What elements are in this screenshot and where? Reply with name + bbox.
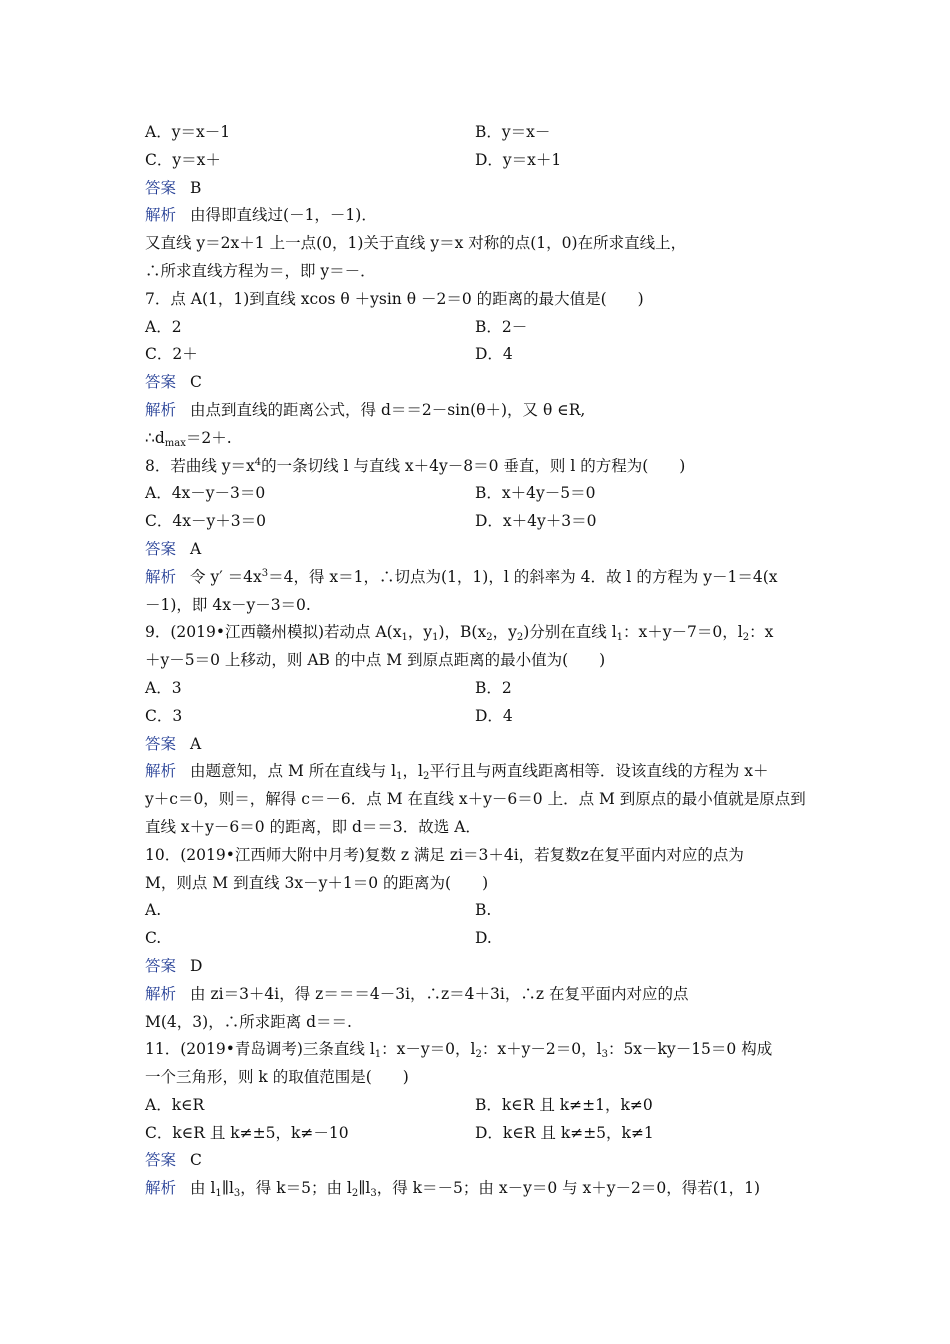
answer-tag: 答案 — [145, 373, 177, 392]
stem-text: )，B(x — [438, 623, 487, 642]
subscript: 2 — [742, 632, 750, 644]
analysis-line: ∴所求直线方程为＝，即 y＝－． — [145, 261, 376, 280]
stem-text: ，y — [492, 623, 517, 642]
subscript: 3 — [370, 1188, 377, 1200]
analysis-tag: 解析 — [145, 567, 177, 586]
option-row — [145, 147, 810, 175]
option-a: A．4x－y－3＝0 — [145, 484, 266, 503]
option-d: D. — [475, 929, 492, 948]
answer-value: D — [190, 956, 203, 975]
answer-line — [145, 369, 810, 397]
option-c: C. — [145, 929, 162, 948]
option-row — [145, 314, 810, 342]
analysis-line — [145, 564, 810, 592]
analysis-text: ，l — [402, 762, 423, 781]
subscript: 1 — [215, 1188, 222, 1200]
option-b: B. — [475, 901, 492, 920]
stem-text: ：x＋y－7＝0，l — [623, 623, 743, 642]
stem-text: ：x－y＝0，l — [381, 1040, 476, 1059]
subscript: 1 — [432, 632, 439, 644]
option-a: A．k∈R — [145, 1095, 205, 1114]
option-a: A．2 — [145, 317, 182, 336]
stem-text: ，y — [407, 623, 433, 642]
analysis-text: ，得 k＝－5；由 x－y＝0 与 x＋y－2＝0，得若(1，1) — [376, 1179, 761, 1198]
analysis-line: M(4，3)，∴所求距离 d＝＝. — [145, 1012, 352, 1031]
analysis-line — [145, 758, 810, 786]
subscript: 1 — [616, 632, 624, 644]
analysis-tag: 解析 — [145, 762, 177, 781]
answer-value: A — [190, 539, 202, 558]
analysis-line — [145, 202, 810, 230]
option-d: D．4 — [475, 706, 513, 725]
answer-line — [145, 1147, 810, 1175]
analysis-text: 由 zi＝3＋4i，得 z＝＝＝4－3i，∴z＝4＋3i，∴z 在复平面内对应的点 — [190, 984, 689, 1003]
analysis-text: 由得即直线过(－1，－1)． — [190, 206, 377, 225]
analysis-text: 由题意知，点 M 所在直线与 l — [190, 762, 397, 781]
analysis-line: 直线 x＋y－6＝0 的距离，即 d＝＝3．故选 A． — [145, 817, 481, 836]
analysis-text: 由 l — [190, 1179, 216, 1198]
answer-tag: 答案 — [145, 539, 177, 558]
analysis-text: ＝4，得 x＝1，∴切点为(1，1)，l 的斜率为 4．故 l 的方程为 y－1＝4(x — [268, 567, 778, 586]
option-row — [145, 703, 810, 731]
stem-text: 的一条切线 l 与直线 x＋4y－8＝0 垂直，则 l 的方程为( ) — [261, 456, 686, 475]
answer-line — [145, 731, 810, 759]
analysis-line: －1)，即 4x－y－3＝0. — [145, 595, 311, 614]
analysis-text: ∥l — [221, 1179, 234, 1198]
option-row — [145, 119, 810, 147]
answer-line — [145, 953, 810, 981]
answer-value: C — [190, 373, 202, 392]
option-b: B．x＋4y－5＝0 — [475, 484, 596, 503]
analysis-text: ，得 k＝5；由 l — [240, 1179, 352, 1198]
analysis-tag: 解析 — [145, 984, 177, 1003]
option-c: C．k∈R 且 k≠±5，k≠－10 — [145, 1123, 349, 1142]
option-row — [145, 925, 810, 953]
stem-text: )分别在直线 l — [523, 623, 617, 642]
analysis-line — [145, 1175, 810, 1203]
subscript: 2 — [475, 1049, 482, 1061]
answer-tag: 答案 — [145, 734, 177, 753]
analysis-line: y＋c＝0，则＝，解得 c＝－6．点 M 在直线 x＋y－6＝0 上．点 M 到原点的最小值就是原点到 — [145, 790, 806, 809]
option-row — [145, 675, 810, 703]
answer-line — [145, 536, 810, 564]
stem-text: ：5x－ky－15＝0 构成 — [607, 1040, 773, 1059]
option-a: A．3 — [145, 678, 182, 697]
subscript: 2 — [516, 632, 524, 644]
answer-tag: 答案 — [145, 178, 177, 197]
analysis-tag: 解析 — [145, 1179, 177, 1198]
stem-text: 9．(2019•江西赣州模拟)若动点 A(x — [145, 623, 402, 642]
option-a: A．y＝x－1 — [145, 123, 231, 141]
option-c: C．y＝x＋ — [145, 150, 221, 169]
question-11-stem — [145, 1036, 810, 1064]
option-row — [145, 1092, 810, 1120]
option-row — [145, 341, 810, 369]
analysis-tag: 解析 — [145, 206, 177, 225]
option-d: D．4 — [475, 345, 513, 364]
option-d: D．k∈R 且 k≠±5，k≠1 — [475, 1123, 654, 1142]
question-9-stem-cont: ＋y－5＝0 上移动，则 AB 的中点 M 到原点距离的最小值为( ) — [145, 651, 606, 670]
subscript: 3 — [601, 1049, 608, 1061]
subscript: 2 — [351, 1188, 359, 1200]
analysis-line — [145, 425, 810, 453]
subscript: 1 — [374, 1049, 382, 1061]
answer-value: C — [190, 1151, 202, 1170]
question-11-stem-cont: 一个三角形，则 k 的取值范围是( ) — [145, 1068, 409, 1087]
analysis-line: 又直线 y＝2x＋1 上一点(0，1)关于直线 y＝x 对称的点(1，0)在所求直线上， — [145, 234, 687, 253]
analysis-text: ＝2＋. — [185, 428, 232, 447]
analysis-line — [145, 981, 810, 1009]
question-7-stem: 7．点 A(1，1)到直线 xcos θ ＋ysin θ －2＝0 的距离的最大值是( ) — [145, 289, 644, 308]
analysis-text: ∴d — [145, 428, 165, 447]
stem-text: 8．若曲线 y＝x — [145, 456, 255, 475]
answer-tag: 答案 — [145, 956, 177, 975]
option-d: D．y＝x＋1 — [475, 150, 562, 169]
option-c: C．3 — [145, 706, 183, 725]
stem-text: 11．(2019•青岛调考)三条直线 l — [145, 1040, 375, 1059]
option-row — [145, 508, 810, 536]
option-b: B．2－ — [475, 317, 528, 336]
analysis-text: 平行且与两直线距离相等．设该直线的方程为 x＋ — [429, 762, 769, 781]
option-d: D．x＋4y＋3＝0 — [475, 512, 597, 531]
option-row — [145, 897, 810, 925]
question-10-stem: 10．(2019•江西师大附中月考)复数 z 满足 zi＝3＋4i，若复数z在复平面内对应的点为 — [145, 845, 744, 864]
superscript: 3 — [261, 567, 269, 579]
analysis-text: 由点到直线的距离公式，得 d＝＝2－sin(θ＋)，又 θ ∈R, — [190, 400, 586, 419]
option-row — [145, 1120, 810, 1148]
stem-text: ：x＋y－2＝0，l — [481, 1040, 602, 1059]
answer-line — [145, 175, 810, 203]
option-a: A. — [145, 901, 162, 920]
question-8-stem — [145, 453, 810, 481]
subscript: 1 — [401, 632, 408, 644]
answer-tag: 答案 — [145, 1151, 177, 1170]
stem-text: ：x — [749, 623, 774, 642]
subscript: 2 — [422, 771, 430, 783]
option-row — [145, 480, 810, 508]
answer-value: A — [190, 734, 202, 753]
document-content — [145, 119, 810, 1203]
subscript: max — [164, 437, 186, 449]
subscript: 1 — [396, 771, 403, 783]
option-b: B．k∈R 且 k≠±1，k≠0 — [475, 1095, 653, 1114]
subscript: 2 — [486, 632, 493, 644]
answer-value: B — [190, 178, 202, 197]
option-b: B．y＝x－ — [475, 123, 551, 141]
superscript: 4 — [254, 456, 262, 468]
subscript: 3 — [233, 1188, 241, 1200]
option-b: B．2 — [475, 678, 512, 697]
analysis-text: ∥l — [358, 1179, 371, 1198]
analysis-text: 令 y′ ＝4x — [190, 567, 262, 586]
question-9-stem — [145, 619, 810, 647]
option-c: C．4x－y＋3＝0 — [145, 512, 266, 531]
analysis-line — [145, 397, 810, 425]
analysis-tag: 解析 — [145, 400, 177, 419]
option-c: C．2＋ — [145, 345, 198, 364]
question-10-stem-cont: M，则点 M 到直线 3x－y＋1＝0 的距离为( ) — [145, 873, 489, 892]
